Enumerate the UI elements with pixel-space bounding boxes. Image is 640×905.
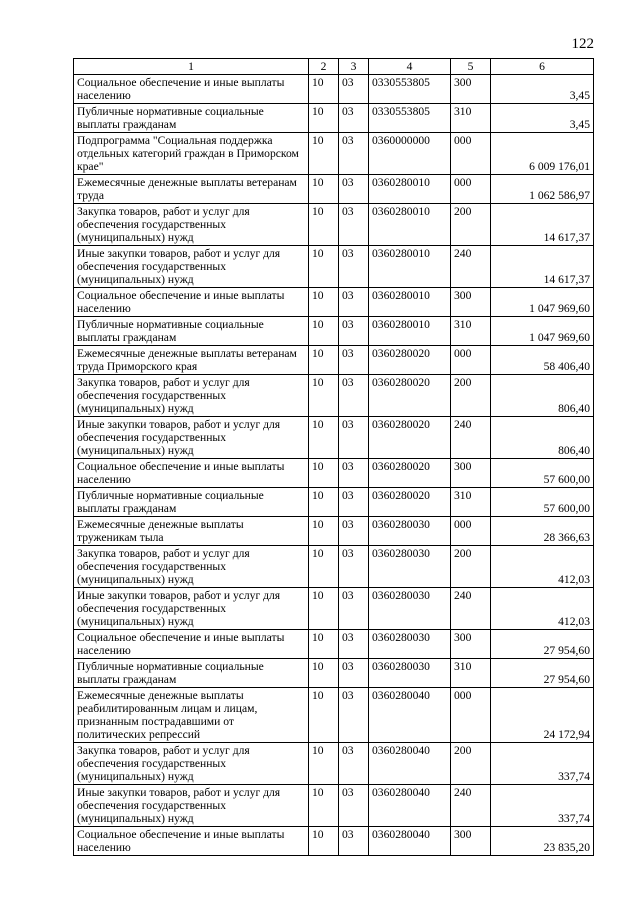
table-row <box>74 630 594 659</box>
amount-cell: 57 600,00 <box>491 488 594 517</box>
table-row <box>74 133 594 175</box>
row-name-cell: Закупка товаров, работ и услуг для обеспечения государственных (муниципальных) нужд <box>74 375 309 417</box>
expense-type-cell: 000 <box>451 688 491 743</box>
subsection-code-cell: 03 <box>339 630 369 659</box>
row-name-cell: Иные закупки товаров, работ и услуг для обеспечения государственных (муниципальных) нужд <box>74 588 309 630</box>
target-code-cell: 0360000000 <box>369 133 451 175</box>
section-code-cell: 10 <box>309 630 339 659</box>
amount-cell: 337,74 <box>491 785 594 827</box>
table-row <box>74 317 594 346</box>
table-header-row <box>74 59 594 75</box>
row-name-cell: Ежемесячные денежные выплаты ветеранам труда Приморского края <box>74 346 309 375</box>
section-code-cell: 10 <box>309 346 339 375</box>
amount-cell: 27 954,60 <box>491 659 594 688</box>
row-name-cell: Закупка товаров, работ и услуг для обеспечения государственных (муниципальных) нужд <box>74 204 309 246</box>
row-name-cell: Закупка товаров, работ и услуг для обеспечения государственных (муниципальных) нужд <box>74 743 309 785</box>
target-code-cell: 0360280010 <box>369 317 451 346</box>
amount-cell: 58 406,40 <box>491 346 594 375</box>
header-cell: 1 <box>74 59 309 75</box>
row-name-cell: Ежемесячные денежные выплаты ветеранам труда <box>74 175 309 204</box>
expense-type-cell: 310 <box>451 104 491 133</box>
subsection-code-cell: 03 <box>339 659 369 688</box>
subsection-code-cell: 03 <box>339 288 369 317</box>
table-row <box>74 204 594 246</box>
table-row <box>74 246 594 288</box>
target-code-cell: 0360280030 <box>369 659 451 688</box>
amount-cell: 1 047 969,60 <box>491 288 594 317</box>
section-code-cell: 10 <box>309 288 339 317</box>
budget-table <box>73 58 594 856</box>
subsection-code-cell: 03 <box>339 517 369 546</box>
section-code-cell: 10 <box>309 317 339 346</box>
amount-cell: 23 835,20 <box>491 827 594 856</box>
amount-cell: 1 047 969,60 <box>491 317 594 346</box>
amount-cell: 28 366,63 <box>491 517 594 546</box>
expense-type-cell: 200 <box>451 546 491 588</box>
row-name-cell: Социальное обеспечение и иные выплаты населению <box>74 75 309 104</box>
amount-cell: 3,45 <box>491 75 594 104</box>
row-name-cell: Закупка товаров, работ и услуг для обеспечения государственных (муниципальных) нужд <box>74 546 309 588</box>
table-row <box>74 659 594 688</box>
section-code-cell: 10 <box>309 246 339 288</box>
subsection-code-cell: 03 <box>339 104 369 133</box>
amount-cell: 412,03 <box>491 588 594 630</box>
row-name-cell: Публичные нормативные социальные выплаты гражданам <box>74 488 309 517</box>
expense-type-cell: 000 <box>451 175 491 204</box>
target-code-cell: 0360280020 <box>369 346 451 375</box>
target-code-cell: 0360280030 <box>369 546 451 588</box>
expense-type-cell: 310 <box>451 317 491 346</box>
row-name-cell: Иные закупки товаров, работ и услуг для обеспечения государственных (муниципальных) нужд <box>74 417 309 459</box>
amount-cell: 14 617,37 <box>491 246 594 288</box>
amount-cell: 27 954,60 <box>491 630 594 659</box>
section-code-cell: 10 <box>309 827 339 856</box>
section-code-cell: 10 <box>309 517 339 546</box>
expense-type-cell: 200 <box>451 375 491 417</box>
expense-type-cell: 000 <box>451 346 491 375</box>
section-code-cell: 10 <box>309 785 339 827</box>
expense-type-cell: 300 <box>451 75 491 104</box>
expense-type-cell: 300 <box>451 459 491 488</box>
section-code-cell: 10 <box>309 459 339 488</box>
section-code-cell: 10 <box>309 133 339 175</box>
target-code-cell: 0360280030 <box>369 588 451 630</box>
row-name-cell: Иные закупки товаров, работ и услуг для обеспечения государственных (муниципальных) нужд <box>74 246 309 288</box>
amount-cell: 6 009 176,01 <box>491 133 594 175</box>
table-row <box>74 175 594 204</box>
table-row <box>74 827 594 856</box>
section-code-cell: 10 <box>309 588 339 630</box>
subsection-code-cell: 03 <box>339 688 369 743</box>
amount-cell: 24 172,94 <box>491 688 594 743</box>
row-name-cell: Иные закупки товаров, работ и услуг для обеспечения государственных (муниципальных) нужд <box>74 785 309 827</box>
table-row <box>74 517 594 546</box>
section-code-cell: 10 <box>309 104 339 133</box>
subsection-code-cell: 03 <box>339 743 369 785</box>
subsection-code-cell: 03 <box>339 375 369 417</box>
row-name-cell: Ежемесячные денежные выплаты труженикам тыла <box>74 517 309 546</box>
expense-type-cell: 000 <box>451 517 491 546</box>
table-row <box>74 459 594 488</box>
subsection-code-cell: 03 <box>339 133 369 175</box>
expense-type-cell: 240 <box>451 588 491 630</box>
section-code-cell: 10 <box>309 375 339 417</box>
row-name-cell: Публичные нормативные социальные выплаты гражданам <box>74 659 309 688</box>
section-code-cell: 10 <box>309 204 339 246</box>
amount-cell: 412,03 <box>491 546 594 588</box>
section-code-cell: 10 <box>309 688 339 743</box>
section-code-cell: 10 <box>309 546 339 588</box>
row-name-cell: Социальное обеспечение и иные выплаты населению <box>74 827 309 856</box>
target-code-cell: 0360280020 <box>369 375 451 417</box>
amount-cell: 806,40 <box>491 375 594 417</box>
expense-type-cell: 200 <box>451 204 491 246</box>
section-code-cell: 10 <box>309 417 339 459</box>
header-cell: 4 <box>369 59 451 75</box>
section-code-cell: 10 <box>309 488 339 517</box>
table-row <box>74 785 594 827</box>
subsection-code-cell: 03 <box>339 588 369 630</box>
table-row <box>74 546 594 588</box>
target-code-cell: 0360280030 <box>369 630 451 659</box>
row-name-cell: Социальное обеспечение и иные выплаты населению <box>74 630 309 659</box>
subsection-code-cell: 03 <box>339 488 369 517</box>
subsection-code-cell: 03 <box>339 317 369 346</box>
target-code-cell: 0360280020 <box>369 417 451 459</box>
target-code-cell: 0360280030 <box>369 517 451 546</box>
page-number: 122 <box>571 36 594 52</box>
subsection-code-cell: 03 <box>339 75 369 104</box>
target-code-cell: 0360280040 <box>369 827 451 856</box>
header-cell: 2 <box>309 59 339 75</box>
table-row <box>74 104 594 133</box>
expense-type-cell: 300 <box>451 288 491 317</box>
row-name-cell: Социальное обеспечение и иные выплаты населению <box>74 459 309 488</box>
header-cell: 6 <box>491 59 594 75</box>
subsection-code-cell: 03 <box>339 785 369 827</box>
row-name-cell: Публичные нормативные социальные выплаты гражданам <box>74 104 309 133</box>
expense-type-cell: 300 <box>451 630 491 659</box>
table-row <box>74 588 594 630</box>
row-name-cell: Ежемесячные денежные выплаты реабилитированным лицам и лицам, признанным пострадавшими от политических репрессий <box>74 688 309 743</box>
expense-type-cell: 300 <box>451 827 491 856</box>
target-code-cell: 0360280020 <box>369 459 451 488</box>
target-code-cell: 0360280040 <box>369 785 451 827</box>
expense-type-cell: 240 <box>451 785 491 827</box>
target-code-cell: 0360280040 <box>369 743 451 785</box>
subsection-code-cell: 03 <box>339 417 369 459</box>
expense-type-cell: 200 <box>451 743 491 785</box>
row-name-cell: Социальное обеспечение и иные выплаты населению <box>74 288 309 317</box>
table-row <box>74 417 594 459</box>
expense-type-cell: 240 <box>451 417 491 459</box>
table-row <box>74 488 594 517</box>
target-code-cell: 0360280040 <box>369 688 451 743</box>
subsection-code-cell: 03 <box>339 827 369 856</box>
amount-cell: 1 062 586,97 <box>491 175 594 204</box>
target-code-cell: 0360280020 <box>369 488 451 517</box>
section-code-cell: 10 <box>309 743 339 785</box>
subsection-code-cell: 03 <box>339 204 369 246</box>
amount-cell: 57 600,00 <box>491 459 594 488</box>
header-cell: 3 <box>339 59 369 75</box>
budget-table-body <box>74 59 594 856</box>
target-code-cell: 0360280010 <box>369 175 451 204</box>
table-row <box>74 743 594 785</box>
subsection-code-cell: 03 <box>339 459 369 488</box>
target-code-cell: 0330553805 <box>369 75 451 104</box>
target-code-cell: 0360280010 <box>369 204 451 246</box>
section-code-cell: 10 <box>309 175 339 204</box>
expense-type-cell: 000 <box>451 133 491 175</box>
amount-cell: 3,45 <box>491 104 594 133</box>
target-code-cell: 0360280010 <box>369 288 451 317</box>
table-row <box>74 688 594 743</box>
amount-cell: 14 617,37 <box>491 204 594 246</box>
row-name-cell: Публичные нормативные социальные выплаты гражданам <box>74 317 309 346</box>
table-row <box>74 288 594 317</box>
target-code-cell: 0360280010 <box>369 246 451 288</box>
subsection-code-cell: 03 <box>339 246 369 288</box>
table-row <box>74 75 594 104</box>
target-code-cell: 0330553805 <box>369 104 451 133</box>
header-cell: 5 <box>451 59 491 75</box>
table-row <box>74 346 594 375</box>
expense-type-cell: 240 <box>451 246 491 288</box>
subsection-code-cell: 03 <box>339 346 369 375</box>
section-code-cell: 10 <box>309 659 339 688</box>
table-row <box>74 375 594 417</box>
subsection-code-cell: 03 <box>339 175 369 204</box>
expense-type-cell: 310 <box>451 488 491 517</box>
subsection-code-cell: 03 <box>339 546 369 588</box>
section-code-cell: 10 <box>309 75 339 104</box>
row-name-cell: Подпрограмма "Социальная поддержка отдельных категорий граждан в Приморском крае" <box>74 133 309 175</box>
amount-cell: 337,74 <box>491 743 594 785</box>
amount-cell: 806,40 <box>491 417 594 459</box>
expense-type-cell: 310 <box>451 659 491 688</box>
